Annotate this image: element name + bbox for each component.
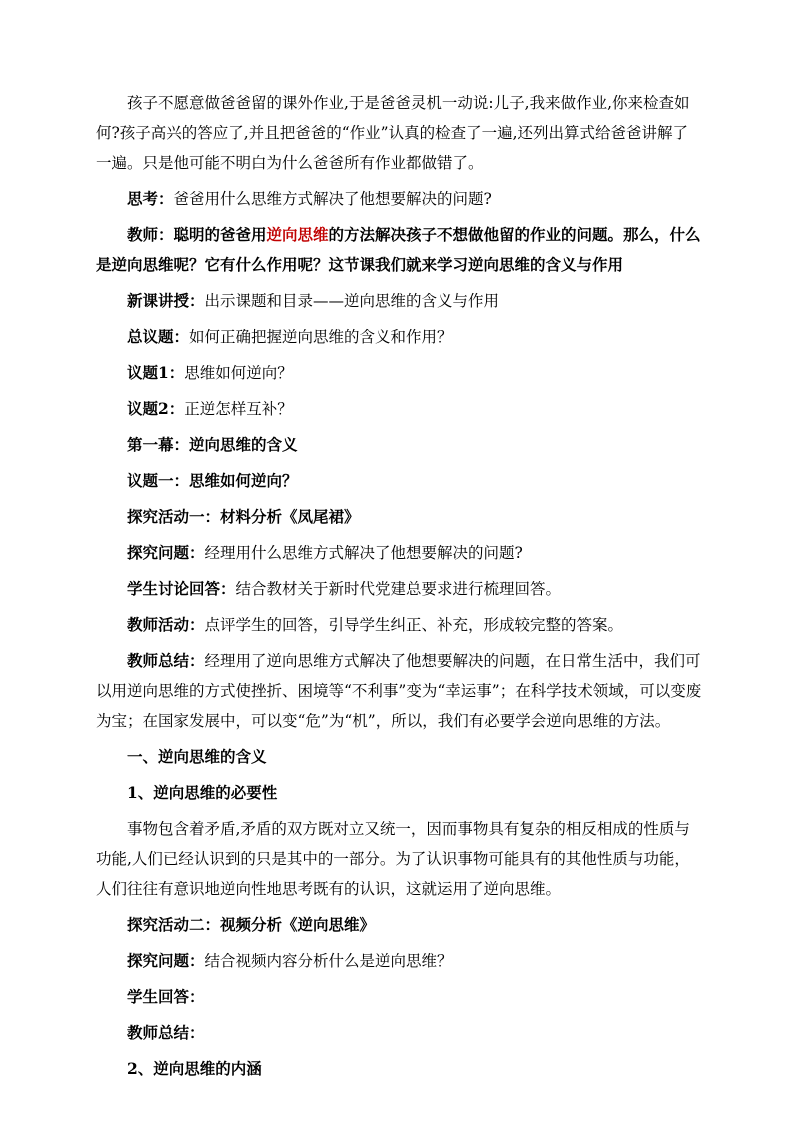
inquiry-text-2: 结合视频内容分析什么是逆向思维？	[204, 952, 453, 970]
thinking-text: 爸爸用什么思维方式解决了他想要解决的问题?	[173, 190, 492, 208]
topic-2-text: 正逆怎样互补？	[184, 400, 293, 418]
teacher-intro-highlight: 逆向思维	[266, 225, 329, 244]
student-discussion-label: 学生讨论回答：	[127, 579, 236, 598]
activity-two-heading: 探究活动二：视频分析《逆向思维》	[127, 915, 376, 934]
teacher-activity-text: 点评学生的回答，引导学生纠正、补充，形成较完整的答案。	[204, 616, 624, 634]
section-one-heading: 一、逆向思维的含义	[127, 747, 267, 766]
new-lesson-label: 新课讲授：	[127, 291, 205, 310]
teacher-activity-label: 教师活动：	[127, 615, 205, 634]
subsection-1-heading: 1、逆向思维的必要性	[127, 783, 278, 802]
topic-1-label: 议题1：	[127, 363, 185, 382]
thinking-question	[96, 184, 702, 214]
student-discussion	[96, 574, 702, 604]
main-topic-text: 如何正确把握逆向思维的含义和作用？	[189, 328, 453, 346]
teacher-summary	[96, 646, 702, 736]
new-lesson-text: 出示课题和目录——逆向思维的含义与作用	[204, 292, 500, 310]
inquiry-text-1: 经理用什么思维方式解决了他想要解决的问题?	[204, 544, 523, 562]
teacher-intro-part1: 教师：聪明的爸爸用	[127, 225, 267, 244]
inquiry-label-1: 探究问题：	[127, 543, 205, 562]
teacher-summary-2: 教师总结：	[127, 1023, 205, 1042]
necessity-paragraph: 事物包含着矛盾,矛盾的双方既对立又统一，因而事物具有复杂的相反相成的性质与功能,人们已经认识到的只是其中的一部分。为了认识事物可能具有的其他性质与功能，人们往往有意识地逆向性地思考既有的认识，这就运用了逆向思维。	[96, 820, 690, 898]
new-lesson	[96, 286, 702, 316]
inquiry-question-2	[96, 946, 702, 976]
teacher-summary-label: 教师总结：	[127, 651, 205, 670]
subsection-2-heading: 2、逆向思维的内涵	[127, 1059, 262, 1078]
teacher-summary-text: 经理用了逆向思维方式解决了他想要解决的问题，在日常生活中，我们可以用逆向思维的方式使挫折、困境等“不利事”变为“幸运事”；在科学技术领域，可以变废为宝；在国家发展中，可以变“危”为“机”，所以，我们有必要学会逆向思维的方法。	[96, 652, 702, 730]
topic-2	[96, 394, 702, 424]
main-topic-label: 总议题：	[127, 327, 190, 346]
story-paragraph: 孩子不愿意做爸爸留的课外作业,于是爸爸灵机一动说:儿子,我来做作业,你来检查如何?孩子高兴的答应了,并且把爸爸的“作业”认真的检查了一遍,还列出算式给爸爸讲解了一遍。只是他可能不明白为什么爸爸所有作业都做错了。	[96, 94, 690, 172]
thinking-label: 思考：	[127, 189, 174, 208]
student-answer: 学生回答：	[127, 987, 205, 1006]
inquiry-question-1	[96, 538, 702, 568]
topic-1-text: 思维如何逆向？	[184, 364, 293, 382]
topic-2-label: 议题2：	[127, 399, 185, 418]
main-topic	[96, 322, 702, 352]
activity-one-heading: 探究活动一：材料分析《凤尾裙》	[127, 507, 360, 526]
act-one-heading: 第一幕：逆向思维的含义	[127, 435, 298, 454]
student-discussion-text: 结合教材关于新时代党建总要求进行梳理回答。	[235, 580, 562, 598]
teacher-activity	[96, 610, 702, 640]
teacher-intro-part2: 的方法解决孩子不想做他留的作业的问题。那么，什么是逆向思维呢？它有什么作用呢？这节课我们就来学习逆向思维的含义与作用	[96, 225, 701, 274]
topic-1	[96, 358, 702, 388]
topic-one-heading: 议题一：思维如何逆向？	[127, 471, 298, 490]
teacher-intro	[96, 220, 702, 280]
inquiry-label-2: 探究问题：	[127, 951, 205, 970]
